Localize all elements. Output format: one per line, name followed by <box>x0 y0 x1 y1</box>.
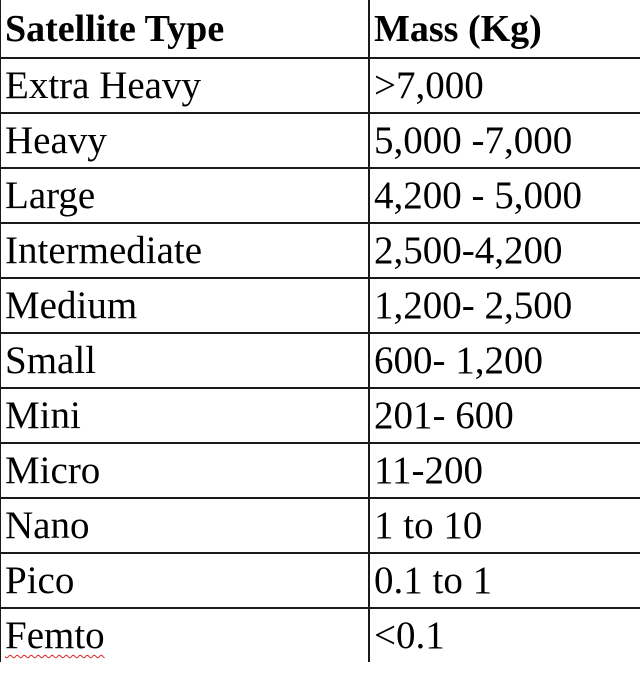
cell-mass: >7,000 <box>369 58 640 113</box>
table-row <box>0 113 640 168</box>
table-header-row <box>0 0 640 58</box>
spellcheck-flagged-word: Femto <box>5 614 105 657</box>
cell-mass: 1 to 10 <box>369 498 640 553</box>
table-row <box>0 223 640 278</box>
cell-mass: 0.1 to 1 <box>369 553 640 608</box>
cell-mass: 1,200- 2,500 <box>369 278 640 333</box>
table-row <box>0 388 640 443</box>
cell-satellite-type: Micro <box>0 443 369 498</box>
cell-satellite-type: Medium <box>0 278 369 333</box>
cell-mass: 201- 600 <box>369 388 640 443</box>
cell-mass: 4,200 - 5,000 <box>369 168 640 223</box>
cell-mass: 11-200 <box>369 443 640 498</box>
cell-satellite-type: Large <box>0 168 369 223</box>
cell-satellite-type: Heavy <box>0 113 369 168</box>
table-row <box>0 58 640 113</box>
cell-satellite-type: Small <box>0 333 369 388</box>
header-mass-kg: Mass (Kg) <box>369 0 640 58</box>
table-row <box>0 333 640 388</box>
table-row <box>0 443 640 498</box>
cell-satellite-type: Extra Heavy <box>0 58 369 113</box>
table-row <box>0 278 640 333</box>
cell-satellite-type: Nano <box>0 498 369 553</box>
table-row <box>0 168 640 223</box>
cell-satellite-type: Pico <box>0 553 369 608</box>
cell-satellite-type <box>0 608 369 662</box>
cell-mass: 600- 1,200 <box>369 333 640 388</box>
cell-mass: 2,500-4,200 <box>369 223 640 278</box>
header-satellite-type: Satellite Type <box>0 0 369 58</box>
cell-mass: <0.1 <box>369 608 640 662</box>
cell-satellite-type: Intermediate <box>0 223 369 278</box>
table-row <box>0 608 640 662</box>
table-row <box>0 498 640 553</box>
cell-mass: 5,000 -7,000 <box>369 113 640 168</box>
table-row <box>0 553 640 608</box>
cell-satellite-type: Mini <box>0 388 369 443</box>
